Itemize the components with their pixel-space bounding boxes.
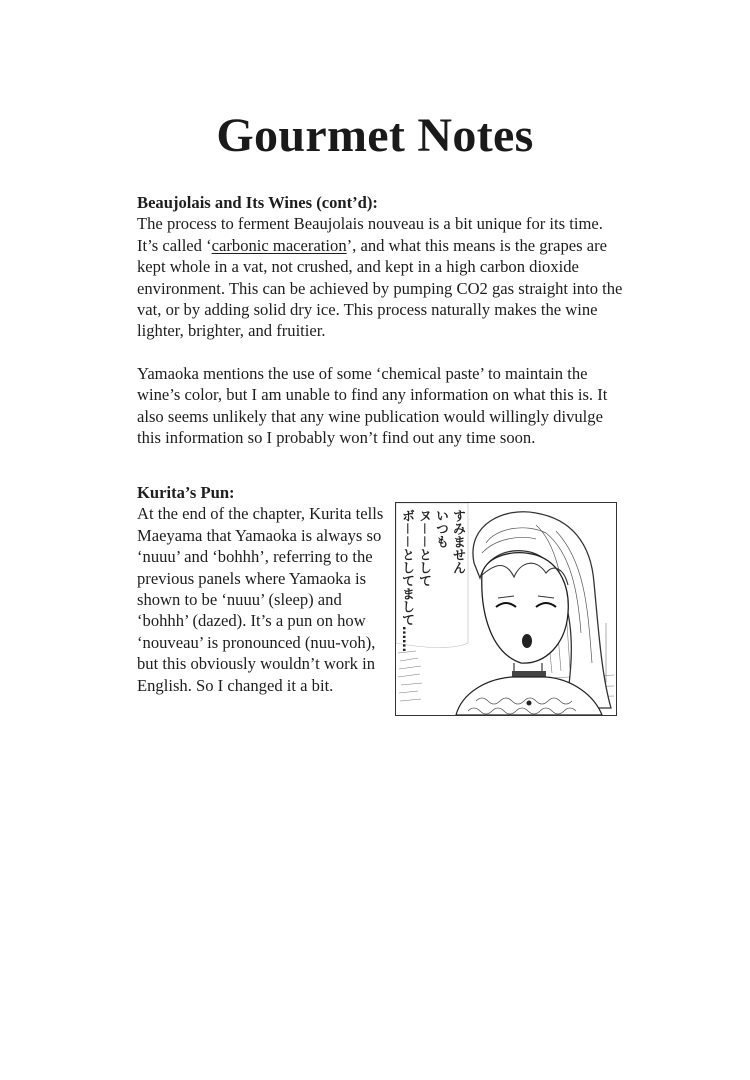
- speech-line: いつも: [433, 509, 448, 548]
- paragraph: Yamaoka mentions the use of some ‘chemical paste’ to maintain the wine’s color, but I am unable to find any information on what this is. It also seems unlikely that any wine publication would willingly divulge this information so I probably won’t find out any time soon.: [137, 363, 608, 448]
- speech-line: ボ－－としてまして……: [399, 509, 414, 653]
- paragraph: [137, 213, 627, 341]
- speech-line: すみません: [450, 509, 465, 574]
- speech-line: ヌ－－として: [416, 509, 431, 588]
- paragraph-text: ’, and what this means is the grapes are kept whole in a vat, not crushed, and kept in a high carbon dioxide environment. This can be achieved by pumping CO2 gas straight into the vat, or by adding solid dry ice. This process naturally makes the wine lighter, brighter, and fruitier.: [137, 235, 623, 341]
- section-heading: Kurita’s Pun:: [137, 483, 235, 502]
- underlined-term: carbonic maceration: [211, 235, 347, 255]
- paragraph: At the end of the chapter, Kurita tells Maeyama that Yamaoka is always so ‘nuuu’ and ‘bohhh’, referring to the previous panels where Yamaoka is shown to be ‘nuuu’ (sleep) and ‘bohhh’ (dazed). It’s a pun on how ‘nouveau’ is pronounced (nuu-voh), but this obviously wouldn’t work in English. So I changed it a bit.: [137, 504, 384, 695]
- section-heading: Beaujolais and Its Wines (cont’d):: [137, 193, 378, 212]
- page-title: Gourmet Notes: [216, 109, 534, 162]
- manga-panel: [395, 502, 617, 716]
- section-beaujolais: [137, 192, 627, 448]
- paragraph-text: The process to ferment Beaujolais nouveau is a bit unique for its time. It’s called ‘: [137, 214, 603, 255]
